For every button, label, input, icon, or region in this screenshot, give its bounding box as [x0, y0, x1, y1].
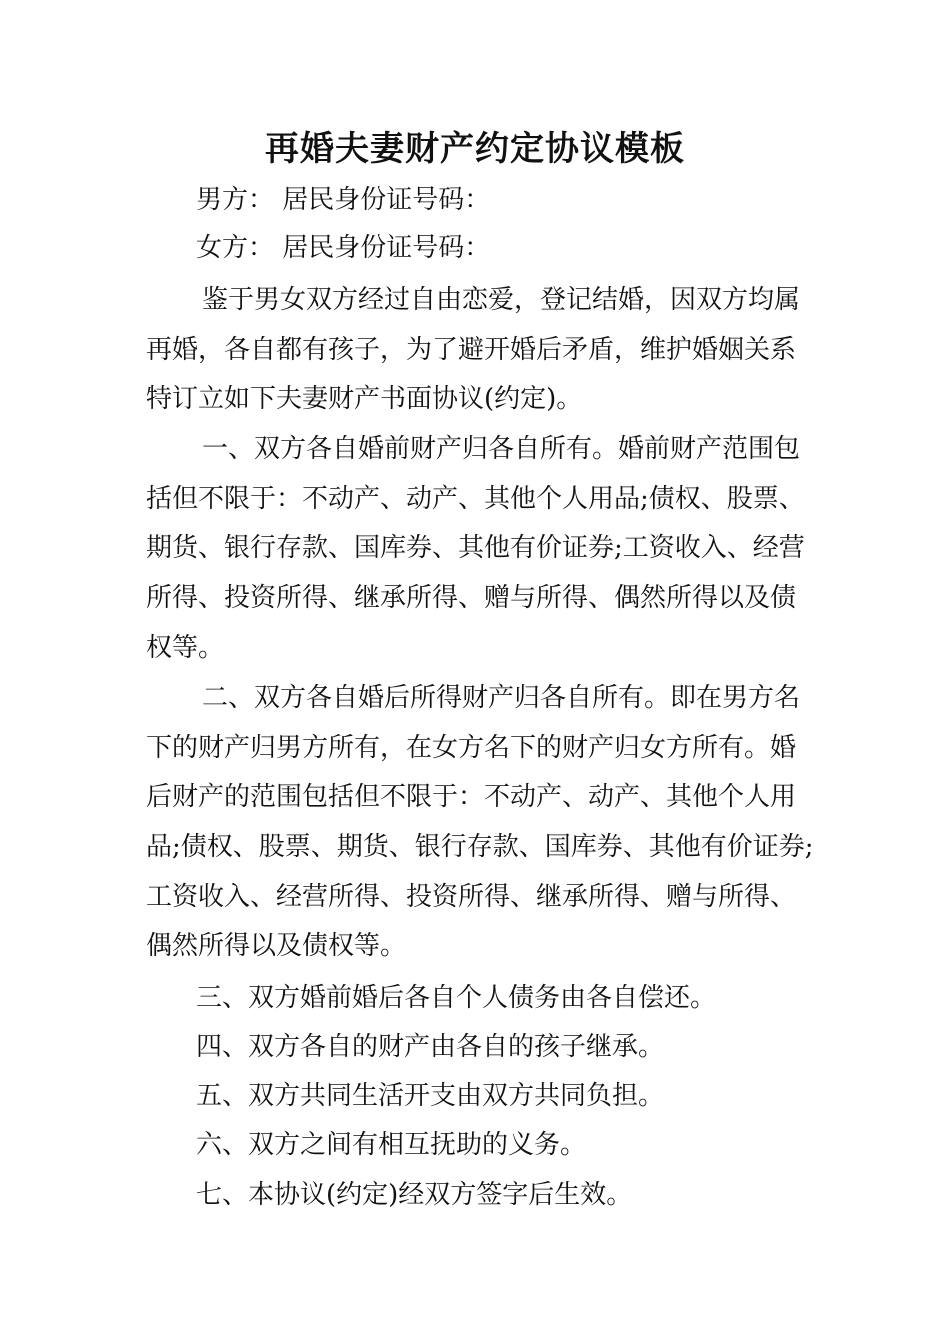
clause-1-line: 一、双方各自婚前财产归各自所有。婚前财产范围包 [202, 434, 801, 464]
clause-3-line: 三、双方婚前婚后各自个人债务由各自偿还。 [196, 983, 717, 1013]
clause-2-line: 工资收入、经营所得、投资所得、继承所得、赠与所得、 [146, 882, 797, 912]
preamble-line: 鉴于男女双方经过自由恋爱，登记结婚，因双方均属 [202, 285, 801, 315]
clause-1-line: 权等。 [146, 633, 225, 663]
document-title: 再婚夫妻财产约定协议模板 [265, 129, 685, 169]
clause-1-line: 期货、银行存款、国库券、其他有价证券;工资收入、经营 [146, 533, 805, 563]
party-female-line: 女方： 居民身份证号码： [196, 233, 491, 263]
preamble-line: 特订立如下夫妻财产书面协议(约定)。 [146, 384, 583, 414]
clause-2-line: 后财产的范围包括但不限于：不动产、动产、其他个人用 [146, 782, 797, 812]
party-male-line: 男方： 居民身份证号码： [196, 185, 491, 215]
clause-6-line: 六、双方之间有相互抚助的义务。 [196, 1130, 587, 1160]
clause-2-line: 二、双方各自婚后所得财产归各自所有。即在男方名 [202, 683, 801, 713]
clause-2-line: 下的财产归男方所有，在女方名下的财产归女方所有。婚 [146, 733, 797, 763]
clause-5-line: 五、双方共同生活开支由双方共同负担。 [196, 1081, 665, 1111]
clause-2-line: 偶然所得以及债权等。 [146, 931, 407, 961]
clause-4-line: 四、双方各自的财产由各自的孩子继承。 [196, 1032, 665, 1062]
clause-1-line: 括但不限于：不动产、动产、其他个人用品;债权、股票、 [146, 484, 805, 514]
clause-2-line: 品;债权、股票、期货、银行存款、国库券、其他有价证券; [146, 832, 814, 862]
preamble-line: 再婚，各自都有孩子，为了避开婚后矛盾，维护婚姻关系 [146, 335, 797, 365]
clause-7-line: 七、本协议(约定)经双方签字后生效。 [196, 1180, 633, 1210]
clause-1-line: 所得、投资所得、继承所得、赠与所得、偶然所得以及债 [146, 583, 797, 613]
